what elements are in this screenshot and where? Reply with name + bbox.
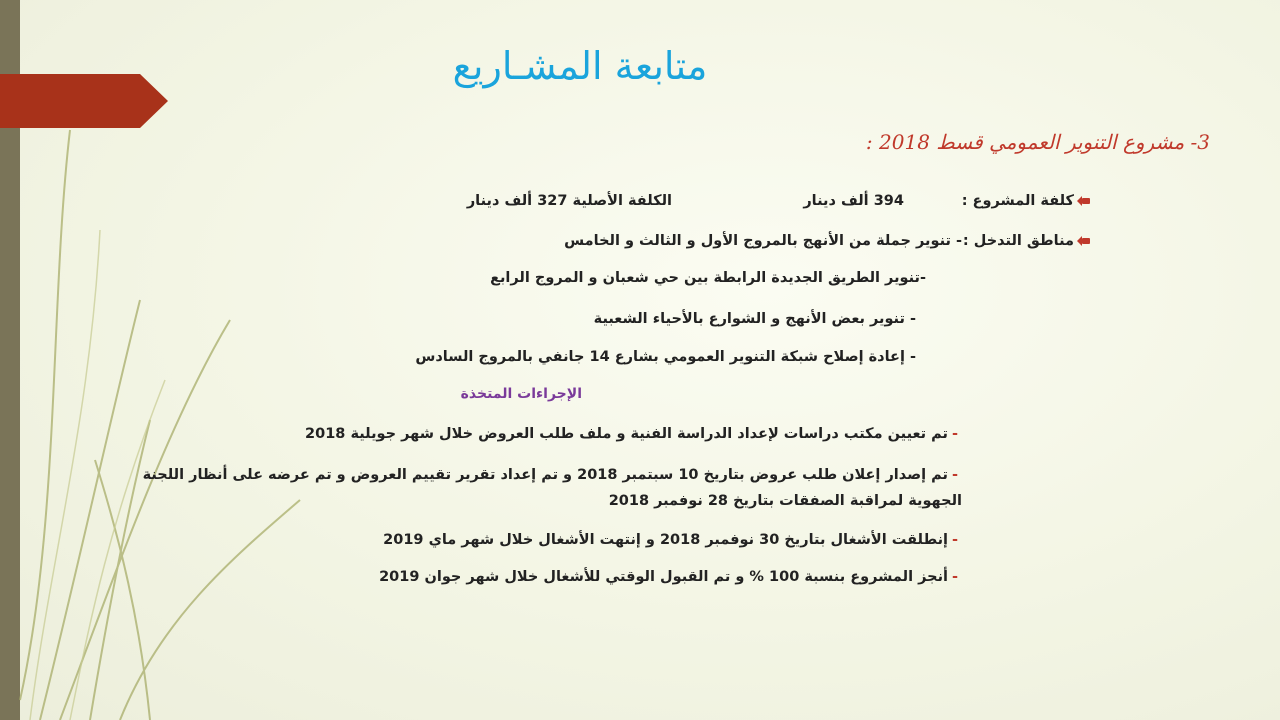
action-item-1 (305, 426, 962, 442)
project-subheading (866, 130, 1210, 154)
action-text-4: أنجز المشروع بنسبة 100 % و تم القبول الوقتي للأشغال خلال شهر جوان 2019 (379, 569, 948, 585)
action-item-2 (102, 462, 962, 514)
dash-bullet-icon: - (951, 569, 959, 585)
action-item-3 (383, 532, 962, 548)
dash-bullet-icon: - (951, 467, 959, 483)
area-item-3: - تنوير بعض الأنهج و الشوارع بالأحياء الشعبية (593, 311, 916, 327)
cost-row (962, 193, 1090, 209)
action-item-4 (379, 569, 962, 585)
dash-bullet-icon: - (951, 426, 959, 442)
red-arrow-bullet-icon (1082, 238, 1090, 244)
actions-title: الإجراءات المتخذة (460, 386, 582, 402)
dash-bullet-icon: - (951, 532, 959, 548)
cost-value: 394 ألف دينار (803, 193, 904, 209)
action-text-2: تم إصدار إعلان طلب عروض بتاريخ 10 سبتمبر 2018 و تم إعداد تقرير تقييم العروض و تم عرضه على أنظار اللجنة الجهوية لمراقبة الصفقات بتاريخ 28 نوفمبر 2018 (142, 467, 962, 509)
area-item-4: - إعادة إصلاح شبكة التنوير العمومي بشارع 14 جانفي بالمروج السادس (415, 349, 916, 365)
action-text-1: تم تعيين مكتب دراسات لإعداد الدراسة الفنية و ملف طلب العروض خلال شهر جويلية 2018 (305, 426, 948, 442)
areas-row (963, 233, 1090, 249)
action-text-3: إنطلقت الأشغال بتاريخ 30 نوفمبر 2018 و إنتهت الأشغال خلال شهر ماي 2019 (383, 532, 948, 548)
cost-original: الكلفة الأصلية 327 ألف دينار (466, 193, 672, 209)
area-item-2: -تنوير الطريق الجديدة الرابطة بين حي شعبان و المروج الرابع (490, 270, 926, 286)
red-arrow-bullet-icon (1082, 198, 1090, 204)
cost-label: كلفة المشروع : (961, 193, 1074, 209)
area-item-1: - تنوير جملة من الأنهج بالمروج الأول و الثالث و الخامس (564, 233, 962, 249)
areas-label: مناطق التدخل : (962, 233, 1074, 249)
project-subheading-text: 3- مشروع التنوير العمومي قسط 2018 : (865, 130, 1210, 154)
page-title: متابعة المشـاريع (452, 44, 708, 88)
